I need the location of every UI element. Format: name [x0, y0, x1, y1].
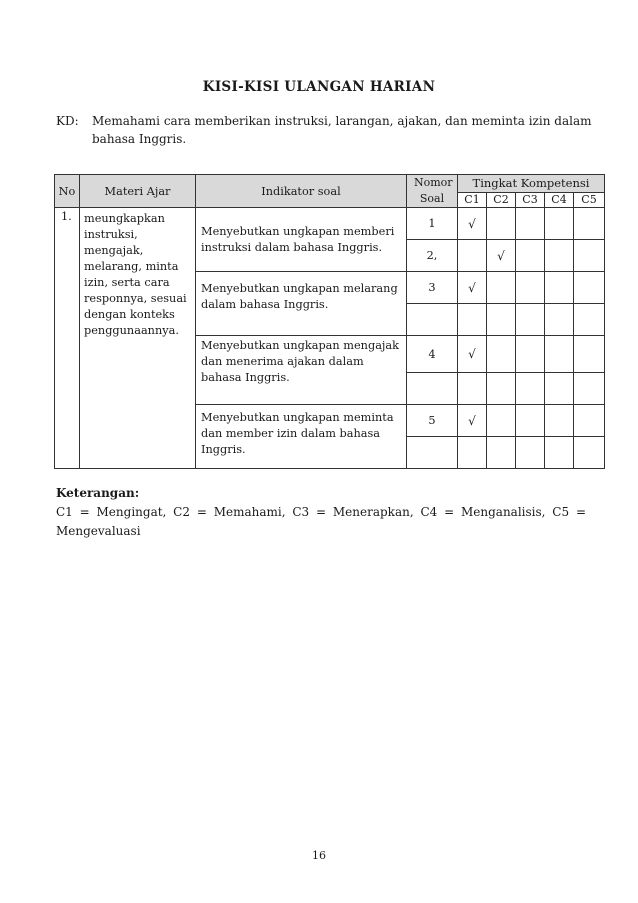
header-materi: Materi Ajar	[80, 175, 196, 208]
kd-text: Memahami cara memberikan instruksi, larangan, ajakan, dan meminta izin dalam bahasa Inggris.	[92, 114, 592, 146]
check-c4	[545, 208, 574, 240]
nomor-soal-cell: 5	[407, 405, 458, 437]
check-c1: √	[458, 208, 487, 240]
check-c4	[545, 373, 574, 405]
nomor-soal-cell	[407, 373, 458, 405]
kd-label: KD:	[56, 114, 79, 128]
page-number: 16	[312, 849, 326, 862]
check-c5	[574, 373, 605, 405]
check-c5	[574, 336, 605, 373]
row-materi-cell	[80, 208, 196, 469]
kisi-kisi-table	[54, 174, 605, 469]
check-c4	[545, 240, 574, 272]
indicator-text: Menyebutkan ungkapan memberi instruksi dalam bahasa Inggris.	[201, 225, 395, 254]
check-c3	[516, 405, 545, 437]
row-no-cell	[55, 208, 80, 469]
keterangan-title: Keterangan:	[56, 486, 140, 500]
indicator-text: Menyebutkan ungkapan melarang dalam bahasa Inggris.	[201, 282, 398, 311]
indicator-cell	[196, 336, 407, 405]
header-level-c1: C1	[458, 192, 487, 207]
header-no: No	[55, 175, 80, 208]
check-c2	[487, 208, 516, 240]
check-c2	[487, 437, 516, 469]
indicator-text: Menyebutkan ungkapan meminta dan member izin dalam bahasa Inggris.	[201, 411, 394, 456]
check-c1: √	[458, 336, 487, 373]
check-c3	[516, 240, 545, 272]
indicator-text: Menyebutkan ungkapan mengajak dan menerima ajakan dalam bahasa Inggris.	[201, 339, 400, 384]
indicator-cell	[196, 272, 407, 336]
check-c3	[516, 437, 545, 469]
check-c1	[458, 304, 487, 336]
nomor-soal-cell	[407, 304, 458, 336]
check-c5	[574, 405, 605, 437]
check-c5	[574, 240, 605, 272]
check-c3	[516, 304, 545, 336]
nomor-soal-cell: 2,	[407, 240, 458, 272]
check-c1: √	[458, 405, 487, 437]
check-c3	[516, 208, 545, 240]
nomor-soal-cell	[407, 437, 458, 469]
check-c1	[458, 240, 487, 272]
header-level-c2: C2	[487, 192, 516, 207]
check-c1	[458, 373, 487, 405]
page-title: KISI-KISI ULANGAN HARIAN	[202, 79, 436, 95]
check-c4	[545, 437, 574, 469]
check-c4	[545, 336, 574, 373]
check-c1: √	[458, 272, 487, 304]
indicator-cell	[196, 405, 407, 469]
nomor-soal-cell: 3	[407, 272, 458, 304]
keterangan-section	[56, 484, 586, 541]
check-c5	[574, 304, 605, 336]
header-level-c4: C4	[545, 192, 574, 207]
keterangan-text: C1 = Mengingat, C2 = Memahami, C3 = Menerapkan, C4 = Menganalisis, C5 = Mengevaluasi	[56, 505, 586, 538]
check-c5	[574, 208, 605, 240]
header-indikator: Indikator soal	[196, 175, 407, 208]
check-c3	[516, 272, 545, 304]
check-c4	[545, 304, 574, 336]
check-c2	[487, 405, 516, 437]
row-no: 1.	[61, 210, 72, 223]
header-nomor-soal	[407, 175, 458, 208]
header-nomor-soal-text: Nomor Soal	[414, 176, 453, 205]
nomor-soal-cell: 4	[407, 336, 458, 373]
check-c4	[545, 405, 574, 437]
row-materi: meungkapkan instruksi, mengajak, melarang, minta izin, serta cara responnya, sesuai dengan konteks penggunaannya.	[84, 212, 187, 337]
check-c3	[516, 373, 545, 405]
check-c5	[574, 437, 605, 469]
table-row	[55, 208, 605, 240]
check-c2	[487, 304, 516, 336]
header-level-c5: C5	[574, 192, 605, 207]
check-c2	[487, 272, 516, 304]
check-c5	[574, 272, 605, 304]
header-tingkat-kompetensi: Tingkat Kompetensi	[458, 175, 605, 193]
indicator-cell	[196, 208, 407, 272]
nomor-soal-cell: 1	[407, 208, 458, 240]
check-c2: √	[487, 240, 516, 272]
check-c2	[487, 373, 516, 405]
check-c1	[458, 437, 487, 469]
check-c4	[545, 272, 574, 304]
check-c2	[487, 336, 516, 373]
header-level-c3: C3	[516, 192, 545, 207]
check-c3	[516, 336, 545, 373]
